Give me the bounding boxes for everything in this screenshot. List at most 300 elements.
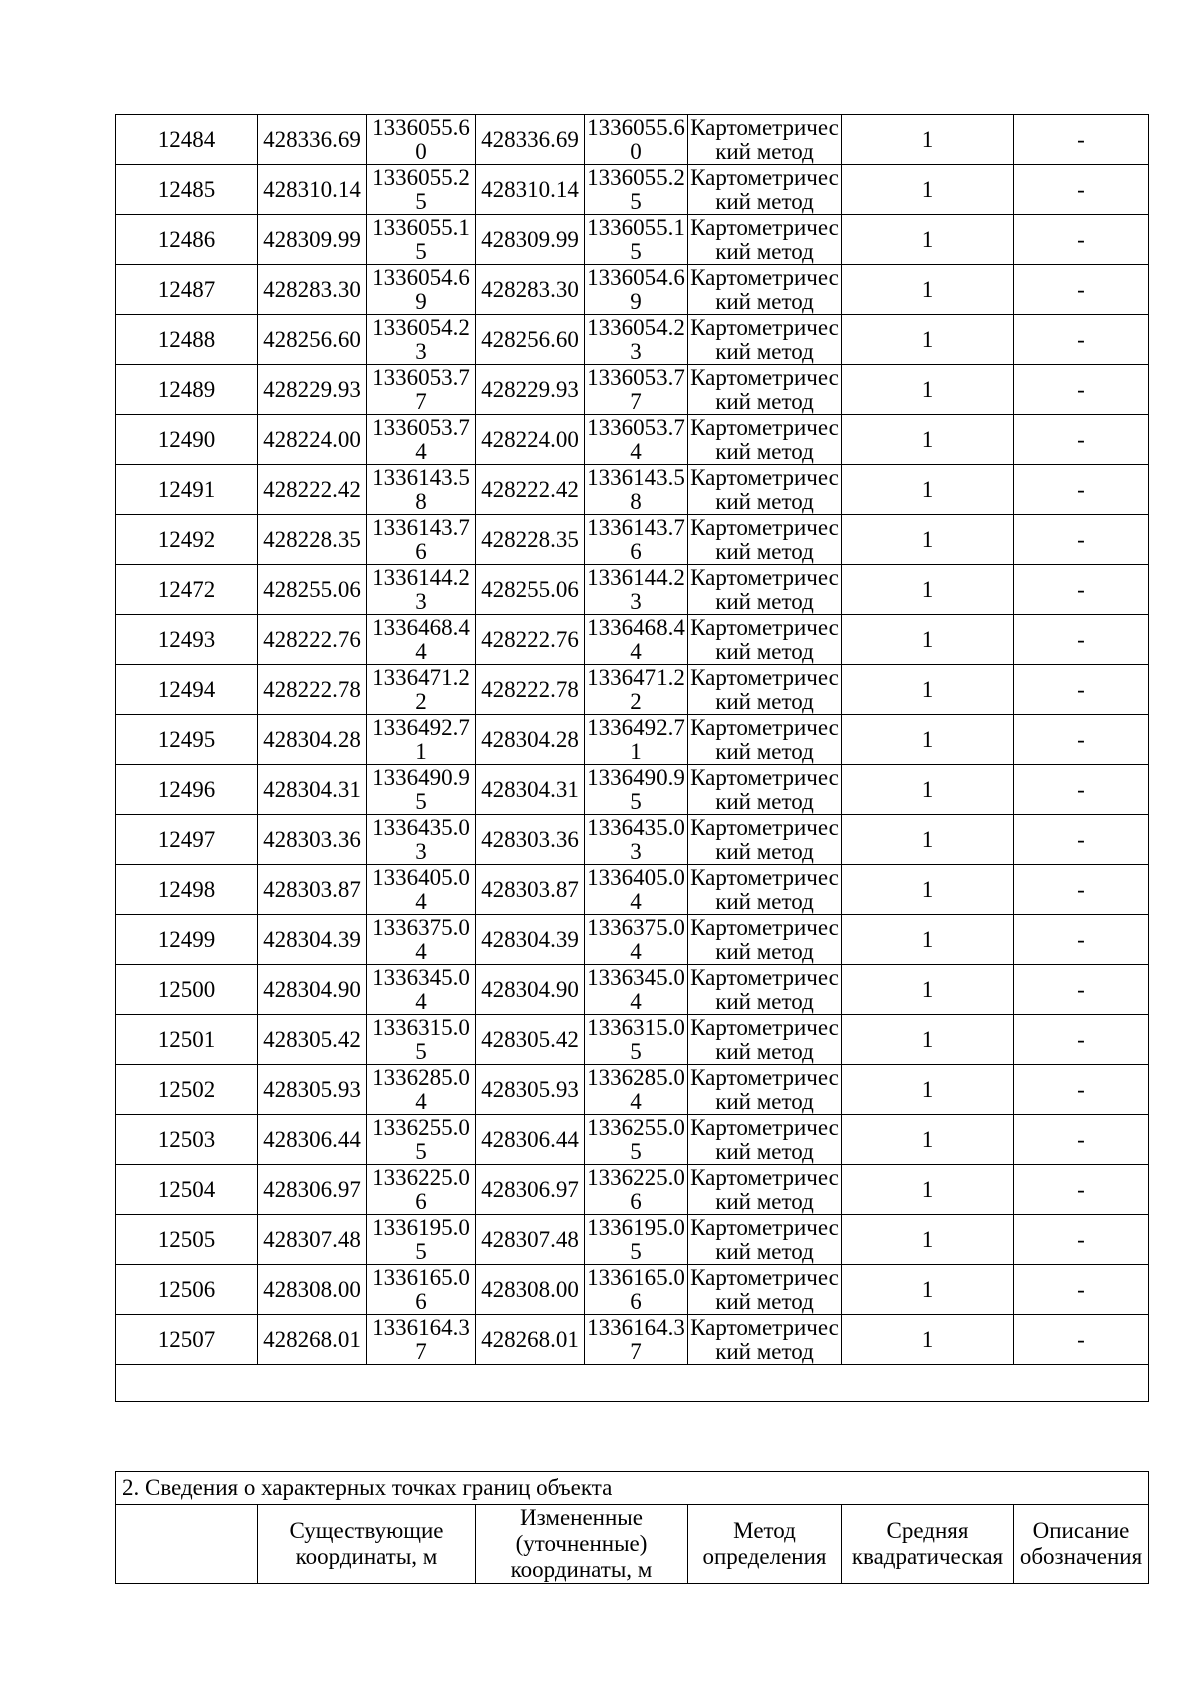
point-number-cell: 12500 [116,965,258,1015]
accuracy-cell: 1 [842,615,1014,665]
method-value: Картометрический метод [690,1115,839,1164]
y-new-cell [585,1265,688,1315]
accuracy-cell: 1 [842,765,1014,815]
point-number-cell: 12493 [116,615,258,665]
y-existing-value: 1336143.58 [372,465,470,514]
y-existing-value: 1336054.69 [372,265,470,314]
accuracy-cell: 1 [842,865,1014,915]
method-value: Картометрический метод [690,1165,839,1214]
x-existing-cell: 428256.60 [258,315,367,365]
table-row [116,1115,1149,1165]
method-cell [688,465,842,515]
x-existing-cell: 428308.00 [258,1265,367,1315]
y-existing-value: 1336164.37 [372,1315,470,1364]
y-new-cell [585,1065,688,1115]
y-new-cell [585,865,688,915]
point-number-cell: 12501 [116,1015,258,1065]
y-new-value: 1336225.06 [587,1165,685,1214]
y-existing-cell [367,1115,476,1165]
description-cell: - [1014,1315,1149,1365]
accuracy-cell: 1 [842,815,1014,865]
description-cell: - [1014,615,1149,665]
method-value: Картометрический метод [690,1065,839,1114]
point-number-cell: 12506 [116,1265,258,1315]
y-new-cell [585,715,688,765]
y-existing-value: 1336315.05 [372,1015,470,1064]
method-cell [688,1215,842,1265]
y-new-cell [585,1015,688,1065]
y-existing-value: 1336490.95 [372,765,470,814]
method-cell [688,415,842,465]
y-existing-value: 1336435.03 [372,815,470,864]
y-new-value: 1336345.04 [587,965,685,1014]
y-existing-value: 1336055.15 [372,215,470,264]
method-cell [688,215,842,265]
y-existing-cell [367,765,476,815]
y-new-cell [585,1165,688,1215]
table-row [116,165,1149,215]
x-new-cell: 428336.69 [476,115,585,165]
method-value: Картометрический метод [690,765,839,814]
accuracy-cell: 1 [842,1265,1014,1315]
x-new-cell: 428307.48 [476,1215,585,1265]
point-number-cell: 12489 [116,365,258,415]
x-existing-cell: 428306.97 [258,1165,367,1215]
y-existing-cell [367,315,476,365]
y-existing-value: 1336165.06 [372,1265,470,1314]
accuracy-cell: 1 [842,315,1014,365]
y-new-value: 1336143.58 [587,465,685,514]
method-value: Картометрический метод [690,1315,839,1364]
accuracy-cell: 1 [842,1215,1014,1265]
method-value: Картометрический метод [690,815,839,864]
y-new-value: 1336143.76 [587,515,685,564]
accuracy-cell: 1 [842,715,1014,765]
description-cell: - [1014,1015,1149,1065]
y-existing-cell [367,415,476,465]
y-new-value: 1336055.60 [587,115,685,164]
y-new-value: 1336055.15 [587,215,685,264]
x-existing-cell: 428303.36 [258,815,367,865]
y-existing-cell [367,215,476,265]
x-existing-cell: 428305.42 [258,1015,367,1065]
y-new-cell [585,365,688,415]
table-row [116,715,1149,765]
y-existing-value: 1336053.74 [372,415,470,464]
y-new-value: 1336375.04 [587,915,685,964]
point-number-cell: 12490 [116,415,258,465]
boundary-points-table [115,114,1149,1402]
description-cell: - [1014,815,1149,865]
x-existing-cell: 428268.01 [258,1315,367,1365]
table-row [116,515,1149,565]
y-existing-value: 1336468.44 [372,615,470,664]
point-number-cell: 12496 [116,765,258,815]
accuracy-cell: 1 [842,565,1014,615]
description-cell: - [1014,715,1149,765]
empty-row [116,1365,1149,1402]
x-new-cell: 428308.00 [476,1265,585,1315]
x-existing-cell: 428304.31 [258,765,367,815]
y-new-cell [585,1215,688,1265]
method-value: Картометрический метод [690,715,839,764]
y-existing-value: 1336492.71 [372,715,470,764]
y-new-value: 1336195.05 [587,1215,685,1264]
method-cell [688,615,842,665]
method-value: Картометрический метод [690,915,839,964]
description-cell: - [1014,265,1149,315]
description-cell: - [1014,665,1149,715]
method-value: Картометрический метод [690,865,839,914]
header-description: Описание обозначения [1014,1505,1149,1584]
description-cell: - [1014,1265,1149,1315]
x-new-cell: 428222.42 [476,465,585,515]
y-existing-value: 1336053.77 [372,365,470,414]
y-existing-cell [367,965,476,1015]
y-new-value: 1336054.23 [587,315,685,364]
x-existing-cell: 428229.93 [258,365,367,415]
y-new-value: 1336492.71 [587,715,685,764]
accuracy-cell: 1 [842,1065,1014,1115]
method-cell [688,715,842,765]
y-existing-cell [367,465,476,515]
y-existing-value: 1336345.04 [372,965,470,1014]
method-cell [688,1265,842,1315]
y-new-value: 1336468.44 [587,615,685,664]
y-existing-value: 1336055.25 [372,165,470,214]
description-cell: - [1014,1065,1149,1115]
method-value: Картометрический метод [690,315,839,364]
accuracy-cell: 1 [842,915,1014,965]
method-value: Картометрический метод [690,1265,839,1314]
method-value: Картометрический метод [690,1015,839,1064]
x-existing-cell: 428222.78 [258,665,367,715]
x-existing-cell: 428224.00 [258,415,367,465]
header-existing-coordinates: Существующие координаты, м [258,1505,476,1584]
method-value: Картометрический метод [690,265,839,314]
x-existing-cell: 428304.90 [258,965,367,1015]
method-value: Картометрический метод [690,665,839,714]
y-new-cell [585,565,688,615]
x-new-cell: 428303.87 [476,865,585,915]
description-cell: - [1014,865,1149,915]
method-cell [688,665,842,715]
accuracy-cell: 1 [842,165,1014,215]
point-number-cell: 12502 [116,1065,258,1115]
method-value: Картометрический метод [690,115,839,164]
y-new-cell [585,215,688,265]
method-cell [688,1115,842,1165]
method-cell [688,165,842,215]
x-existing-cell: 428303.87 [258,865,367,915]
x-existing-cell: 428283.30 [258,265,367,315]
x-new-cell: 428268.01 [476,1315,585,1365]
y-new-value: 1336285.04 [587,1065,685,1114]
description-cell: - [1014,365,1149,415]
method-cell [688,965,842,1015]
point-number-cell: 12504 [116,1165,258,1215]
y-existing-cell [367,1065,476,1115]
point-number-cell: 12503 [116,1115,258,1165]
y-existing-value: 1336195.05 [372,1215,470,1264]
table-row [116,815,1149,865]
method-cell [688,265,842,315]
description-cell: - [1014,415,1149,465]
table-row [116,915,1149,965]
y-existing-cell [367,615,476,665]
y-new-value: 1336144.23 [587,565,685,614]
y-new-cell [585,1115,688,1165]
method-cell [688,565,842,615]
x-existing-cell: 428310.14 [258,165,367,215]
y-existing-cell [367,715,476,765]
accuracy-cell: 1 [842,1315,1014,1365]
description-cell: - [1014,1115,1149,1165]
description-cell: - [1014,1165,1149,1215]
table-row [116,665,1149,715]
y-new-cell [585,115,688,165]
header-new-coordinates: Измененные (уточненные) координаты, м [476,1505,688,1584]
table-row [116,865,1149,915]
point-number-cell: 12485 [116,165,258,215]
description-cell: - [1014,115,1149,165]
x-new-cell: 428283.30 [476,265,585,315]
y-existing-value: 1336143.76 [372,515,470,564]
y-existing-cell [367,1215,476,1265]
description-cell: - [1014,765,1149,815]
y-new-value: 1336053.74 [587,415,685,464]
y-new-value: 1336054.69 [587,265,685,314]
x-new-cell: 428256.60 [476,315,585,365]
y-existing-cell [367,1165,476,1215]
accuracy-cell: 1 [842,115,1014,165]
y-existing-cell [367,515,476,565]
x-existing-cell: 428255.06 [258,565,367,615]
table-row [116,1315,1149,1365]
method-value: Картометрический метод [690,1215,839,1264]
y-existing-cell [367,565,476,615]
header-point-number [116,1505,258,1584]
accuracy-cell: 1 [842,415,1014,465]
empty-cell [116,1365,1149,1402]
table-row [116,1215,1149,1265]
point-number-cell: 12505 [116,1215,258,1265]
y-existing-value: 1336255.05 [372,1115,470,1164]
y-new-cell [585,815,688,865]
x-existing-cell: 428304.28 [258,715,367,765]
method-cell [688,765,842,815]
x-new-cell: 428304.31 [476,765,585,815]
method-cell [688,1015,842,1065]
table-row [116,1165,1149,1215]
point-number-cell: 12495 [116,715,258,765]
y-existing-cell [367,815,476,865]
x-new-cell: 428305.93 [476,1065,585,1115]
x-new-cell: 428222.78 [476,665,585,715]
description-cell: - [1014,1215,1149,1265]
x-new-cell: 428306.44 [476,1115,585,1165]
description-cell: - [1014,165,1149,215]
x-new-cell: 428305.42 [476,1015,585,1065]
method-value: Картометрический метод [690,465,839,514]
y-new-value: 1336055.25 [587,165,685,214]
table-row [116,365,1149,415]
method-cell [688,1315,842,1365]
x-new-cell: 428222.76 [476,615,585,665]
method-cell [688,115,842,165]
y-new-value: 1336405.04 [587,865,685,914]
y-new-cell [585,465,688,515]
y-new-cell [585,415,688,465]
method-value: Картометрический метод [690,365,839,414]
y-new-value: 1336165.06 [587,1265,685,1314]
point-number-cell: 12507 [116,1315,258,1365]
x-new-cell: 428310.14 [476,165,585,215]
y-new-cell [585,1315,688,1365]
x-existing-cell: 428307.48 [258,1215,367,1265]
point-number-cell: 12472 [116,565,258,615]
description-cell: - [1014,465,1149,515]
point-number-cell: 12498 [116,865,258,915]
x-existing-cell: 428336.69 [258,115,367,165]
table-row [116,1265,1149,1315]
description-cell: - [1014,565,1149,615]
method-value: Картометрический метод [690,215,839,264]
point-number-cell: 12486 [116,215,258,265]
table-row [116,315,1149,365]
y-existing-cell [367,915,476,965]
header-method: Метод определения [688,1505,842,1584]
y-new-value: 1336490.95 [587,765,685,814]
x-new-cell: 428304.90 [476,965,585,1015]
x-existing-cell: 428228.35 [258,515,367,565]
point-number-cell: 12494 [116,665,258,715]
y-new-cell [585,765,688,815]
x-new-cell: 428224.00 [476,415,585,465]
x-new-cell: 428229.93 [476,365,585,415]
description-cell: - [1014,515,1149,565]
point-number-cell: 12488 [116,315,258,365]
point-number-cell: 12492 [116,515,258,565]
table-row [116,265,1149,315]
y-existing-value: 1336054.23 [372,315,470,364]
x-new-cell: 428309.99 [476,215,585,265]
table-row [116,115,1149,165]
y-new-cell [585,515,688,565]
y-new-value: 1336053.77 [587,365,685,414]
y-existing-cell [367,1315,476,1365]
y-existing-cell [367,665,476,715]
y-existing-cell [367,165,476,215]
method-cell [688,815,842,865]
y-existing-cell [367,115,476,165]
x-existing-cell: 428309.99 [258,215,367,265]
point-number-cell: 12499 [116,915,258,965]
table-row [116,415,1149,465]
accuracy-cell: 1 [842,265,1014,315]
accuracy-cell: 1 [842,665,1014,715]
y-new-cell [585,165,688,215]
x-new-cell: 428304.28 [476,715,585,765]
table-row [116,765,1149,815]
y-existing-cell [367,1015,476,1065]
method-cell [688,1165,842,1215]
x-new-cell: 428304.39 [476,915,585,965]
point-number-cell: 12491 [116,465,258,515]
accuracy-cell: 1 [842,215,1014,265]
x-new-cell: 428303.36 [476,815,585,865]
point-number-cell: 12497 [116,815,258,865]
x-existing-cell: 428222.42 [258,465,367,515]
accuracy-cell: 1 [842,515,1014,565]
section2-table [115,1471,1149,1584]
y-new-value: 1336315.05 [587,1015,685,1064]
y-existing-value: 1336144.23 [372,565,470,614]
table-row [116,565,1149,615]
table-row [116,1015,1149,1065]
method-cell [688,515,842,565]
table-row [116,615,1149,665]
method-cell [688,365,842,415]
x-existing-cell: 428305.93 [258,1065,367,1115]
y-new-value: 1336471.22 [587,665,685,714]
y-new-cell [585,615,688,665]
x-new-cell: 428306.97 [476,1165,585,1215]
y-existing-value: 1336225.06 [372,1165,470,1214]
y-new-value: 1336435.03 [587,815,685,864]
method-value: Картометрический метод [690,615,839,664]
y-new-cell [585,965,688,1015]
y-new-cell [585,915,688,965]
section2-title: 2. Сведения о характерных точках границ объекта [116,1472,1149,1505]
method-value: Картометрический метод [690,565,839,614]
y-existing-cell [367,265,476,315]
y-existing-cell [367,1265,476,1315]
method-cell [688,1065,842,1115]
y-existing-cell [367,865,476,915]
header-accuracy: Средняя квадратическая [842,1505,1014,1584]
method-cell [688,315,842,365]
y-existing-value: 1336471.22 [372,665,470,714]
point-number-cell: 12487 [116,265,258,315]
table-row [116,465,1149,515]
y-existing-cell [367,365,476,415]
x-existing-cell: 428304.39 [258,915,367,965]
method-cell [688,865,842,915]
accuracy-cell: 1 [842,1015,1014,1065]
y-existing-value: 1336405.04 [372,865,470,914]
description-cell: - [1014,215,1149,265]
description-cell: - [1014,915,1149,965]
accuracy-cell: 1 [842,365,1014,415]
table-row [116,965,1149,1015]
x-new-cell: 428255.06 [476,565,585,615]
x-existing-cell: 428306.44 [258,1115,367,1165]
description-cell: - [1014,315,1149,365]
method-value: Картометрический метод [690,165,839,214]
x-new-cell: 428228.35 [476,515,585,565]
method-cell [688,915,842,965]
method-value: Картометрический метод [690,965,839,1014]
x-existing-cell: 428222.76 [258,615,367,665]
y-new-cell [585,315,688,365]
y-existing-value: 1336055.60 [372,115,470,164]
method-value: Картометрический метод [690,415,839,464]
table-row [116,1065,1149,1115]
y-new-value: 1336164.37 [587,1315,685,1364]
point-number-cell: 12484 [116,115,258,165]
table-row [116,215,1149,265]
